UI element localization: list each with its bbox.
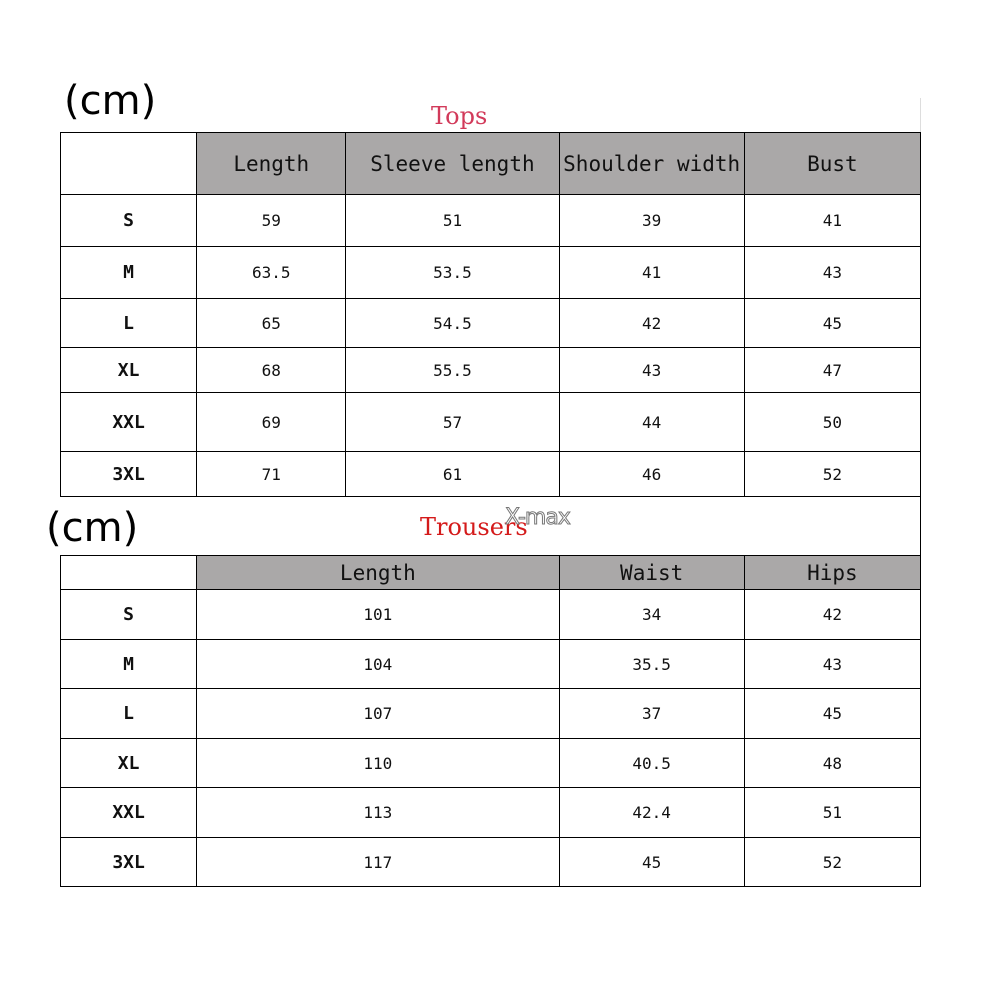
value-cell: 47: [744, 348, 920, 393]
value-cell: 110: [197, 739, 559, 788]
header-length: Length: [197, 556, 559, 590]
value-cell: 55.5: [346, 348, 559, 393]
value-cell: 34: [559, 590, 744, 640]
tops-size-table: [60, 132, 921, 497]
table-row: [61, 590, 921, 640]
unit-label-tops: (cm): [64, 78, 157, 124]
size-cell: L: [61, 689, 197, 739]
table-row: [61, 640, 921, 689]
table-row: [61, 788, 921, 838]
trousers-size-table: [60, 555, 921, 887]
unit-label-trousers: (cm): [46, 505, 139, 551]
size-cell: XL: [61, 739, 197, 788]
value-cell: 68: [197, 348, 346, 393]
value-cell: 45: [744, 299, 920, 348]
value-cell: 51: [744, 788, 920, 838]
header-shoulder-width: Shoulder width: [559, 133, 744, 195]
value-cell: 57: [346, 393, 559, 452]
header-bust: Bust: [744, 133, 920, 195]
size-cell: 3XL: [61, 838, 197, 887]
size-cell: S: [61, 195, 197, 247]
table-row: [61, 393, 921, 452]
table-row: [61, 838, 921, 887]
value-cell: 43: [744, 640, 920, 689]
size-cell: M: [61, 640, 197, 689]
value-cell: 35.5: [559, 640, 744, 689]
value-cell: 45: [559, 838, 744, 887]
value-cell: 54.5: [346, 299, 559, 348]
header-sleeve-length: Sleeve length: [346, 133, 559, 195]
size-cell: XXL: [61, 393, 197, 452]
value-cell: 46: [559, 452, 744, 497]
value-cell: 69: [197, 393, 346, 452]
value-cell: 43: [744, 247, 920, 299]
header-waist: Waist: [559, 556, 744, 590]
value-cell: 104: [197, 640, 559, 689]
trousers-header-row: [61, 556, 921, 590]
value-cell: 51: [346, 195, 559, 247]
size-cell: S: [61, 590, 197, 640]
header-blank: [61, 133, 197, 195]
value-cell: 53.5: [346, 247, 559, 299]
table-row: [61, 247, 921, 299]
value-cell: 42: [559, 299, 744, 348]
value-cell: 42.4: [559, 788, 744, 838]
value-cell: 52: [744, 838, 920, 887]
value-cell: 41: [744, 195, 920, 247]
value-cell: 45: [744, 689, 920, 739]
table-row: [61, 689, 921, 739]
table-row: [61, 299, 921, 348]
value-cell: 40.5: [559, 739, 744, 788]
table-row: [61, 348, 921, 393]
value-cell: 41: [559, 247, 744, 299]
value-cell: 59: [197, 195, 346, 247]
value-cell: 63.5: [197, 247, 346, 299]
watermark: X-max: [505, 505, 570, 530]
value-cell: 39: [559, 195, 744, 247]
value-cell: 113: [197, 788, 559, 838]
value-cell: 71: [197, 452, 346, 497]
size-cell: XL: [61, 348, 197, 393]
value-cell: 37: [559, 689, 744, 739]
table-row: [61, 739, 921, 788]
table-row: [61, 452, 921, 497]
header-length: Length: [197, 133, 346, 195]
value-cell: 50: [744, 393, 920, 452]
value-cell: 117: [197, 838, 559, 887]
size-cell: M: [61, 247, 197, 299]
size-cell: L: [61, 299, 197, 348]
trousers-title: Trousers: [420, 513, 528, 541]
tops-header-row: [61, 133, 921, 195]
value-cell: 48: [744, 739, 920, 788]
value-cell: 107: [197, 689, 559, 739]
size-cell: 3XL: [61, 452, 197, 497]
size-cell: XXL: [61, 788, 197, 838]
tops-title: Tops: [431, 102, 488, 130]
value-cell: 44: [559, 393, 744, 452]
value-cell: 65: [197, 299, 346, 348]
value-cell: 61: [346, 452, 559, 497]
value-cell: 101: [197, 590, 559, 640]
value-cell: 52: [744, 452, 920, 497]
value-cell: 43: [559, 348, 744, 393]
header-blank: [61, 556, 197, 590]
value-cell: 42: [744, 590, 920, 640]
header-hips: Hips: [744, 556, 920, 590]
table-row: [61, 195, 921, 247]
